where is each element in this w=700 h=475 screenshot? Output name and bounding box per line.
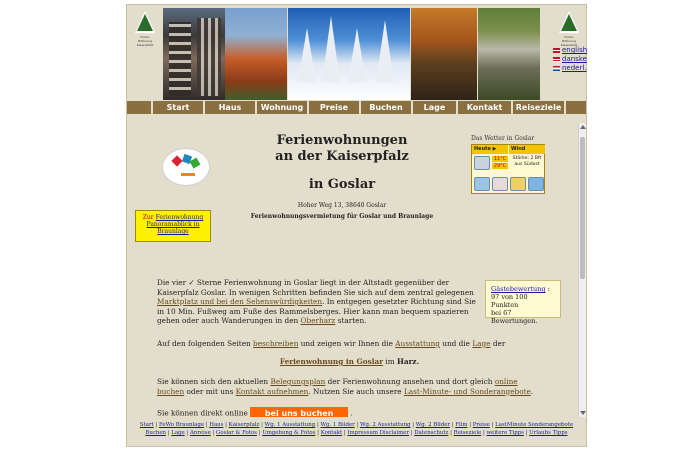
header	[127, 5, 586, 101]
intro-paragraph: Die vier ✓ Sterne Ferienwohnung in Goslar liegt in der Altstadt gegenüber der Kaiserpfalz Goslar. In wenigen Schritten befinden Sie sich auf dem zentral gelegenen Marktplatz und bei den Sehenswürdigkeiten. In entgegen gesetzter Richtung sind Sie in 10 Min. Fußweg am Fuße des Rammelsberges. Hier kann man bequem spazieren gehen oder auch Wanderungen in den Oberharz starten.	[157, 278, 476, 325]
weather-wind-label: Wind	[509, 145, 545, 154]
nav-haus[interactable]: Haus	[203, 101, 255, 114]
nav-start[interactable]: Start	[151, 101, 203, 114]
logo-right[interactable]	[551, 9, 587, 49]
wind-text: Stärke: 2 Bft aus Südost	[512, 156, 542, 167]
lang-english-label[interactable]: english	[562, 46, 588, 54]
pano-link[interactable]: Ferienwohnung Panoramablick in Braunlage	[146, 214, 204, 235]
footer-link[interactable]: Buchen	[145, 430, 167, 436]
rating-link[interactable]: Gästebewertung	[491, 285, 546, 293]
scrollbar[interactable]	[578, 123, 586, 417]
footer-link[interactable]: Reiseziele	[453, 430, 482, 436]
belegungsplan-link[interactable]: Belegungsplan	[270, 377, 326, 386]
scroll-down-icon[interactable]	[580, 411, 586, 415]
sun-icon	[510, 177, 526, 191]
rating-score: 97 von 100 Punkten	[491, 293, 528, 309]
footer-links	[127, 421, 586, 437]
thermometer-icon	[492, 177, 508, 191]
rating-box: Gästebewertung : 97 von 100 Punkten bei 67 Bewertungen.	[485, 280, 561, 318]
lastminute-link[interactable]: Last-Minute- und Sonderangebote	[403, 386, 531, 396]
footer-link[interactable]: Wg. 1 Ausstattung	[264, 422, 316, 428]
nav-preise[interactable]: Preise	[307, 101, 359, 114]
page-title-line2: an der Kaiserpfalz	[275, 149, 409, 164]
weather-widget[interactable]	[471, 135, 547, 194]
main-nav	[127, 101, 586, 114]
lage-link[interactable]: Lage	[472, 339, 491, 348]
nav-spacer	[564, 101, 586, 114]
cloud-sun-icon	[474, 156, 490, 170]
page-frame	[126, 4, 587, 447]
pano-prefix: Zur	[142, 214, 154, 221]
photo-waterfall	[478, 8, 540, 100]
book-now-button[interactable]: bei uns buchen	[250, 407, 348, 417]
globe-icon	[528, 177, 544, 191]
pages-paragraph: Auf den folgenden Seiten beschreiben und zeigen wir Ihnen die Ausstattung und die Lage der	[157, 339, 506, 348]
nav-lage[interactable]: Lage	[411, 101, 456, 114]
content-area	[127, 115, 578, 417]
footer-link[interactable]: Wg. 2 Bilder	[415, 422, 450, 428]
ferienwohnung-link[interactable]: Ferienwohnung in Goslar	[279, 357, 384, 366]
footer-link[interactable]: FeWo Braunlage	[158, 422, 205, 428]
kontakt-link[interactable]: Kontakt aufnehmen	[235, 386, 309, 396]
nav-wohnung[interactable]: Wohnung	[255, 101, 307, 114]
lang-english[interactable]	[553, 46, 587, 54]
tree-logo-icon	[559, 11, 579, 33]
tagline: Ferienwohnungsvermietung für Goslar und Braunlage	[250, 213, 434, 220]
rain-icon	[474, 177, 490, 191]
weather-title: Das Wetter in Goslar	[471, 135, 535, 142]
footer-link[interactable]: Urlaubs Tipps	[529, 430, 568, 436]
footer-link[interactable]: LastMinute Sonderangebote	[495, 422, 574, 428]
nav-spacer	[127, 101, 151, 114]
address: Hoher Weg 13, 38640 Goslar	[297, 202, 387, 209]
lang-dutch-label[interactable]: nederl.	[562, 64, 587, 72]
photo-goslar-houses	[163, 8, 225, 100]
footer-link[interactable]: Kontakt	[320, 430, 343, 436]
footer-link[interactable]: Datenschutz	[414, 430, 449, 436]
page-title-line3: in Goslar	[308, 177, 376, 192]
rating-count: bei 67 Bewertungen.	[491, 309, 538, 325]
footer-link[interactable]: Kaiserpfalz	[228, 422, 260, 428]
marktplatz-link[interactable]: Marktplatz und bei den Sehenswürdigkeiten	[157, 297, 323, 306]
nl-flag-icon	[553, 66, 560, 71]
apartment-heading: Ferienwohnung in Goslar im Harz.	[279, 357, 420, 366]
footer-link[interactable]: Anreise	[189, 430, 211, 436]
stars-badge-icon	[162, 148, 210, 186]
footer-link[interactable]: Lage	[171, 430, 185, 436]
footer-row-2: Buchen | Lage | Anreise | Goslar & Fotos | Umgebung & Fotos | Kontakt | Impressum Disclaimer | Datenschutz | Reiseziele | weitere Tipps | Urlaubs Tipps	[145, 430, 568, 436]
beschreiben-link[interactable]: beschreiben	[253, 339, 299, 348]
footer-link[interactable]: weitere Tipps	[486, 430, 524, 436]
scroll-up-icon[interactable]	[580, 125, 586, 129]
weather-today-label[interactable]: Heute ▶	[472, 145, 508, 154]
nav-reiseziele[interactable]: Reiseziele	[511, 101, 564, 114]
footer-link[interactable]: Umgebung & Fotos	[262, 430, 316, 436]
page-title-line1: Ferienwohnungen	[276, 133, 408, 148]
temp-low: 29°C	[493, 163, 507, 169]
photo-autumn-rocks	[225, 8, 287, 100]
temp-high: 11°C	[493, 156, 507, 162]
footer-link[interactable]: Haus	[209, 422, 224, 428]
lang-danish[interactable]	[553, 55, 587, 63]
uk-flag-icon	[553, 48, 560, 53]
logo-left[interactable]	[127, 9, 163, 49]
lang-danish-label[interactable]: danske	[562, 55, 587, 63]
footer-row-1: Start | FeWo Braunlage | Haus | Kaiserpfalz | Wg. 1 Ausstattung | Wg. 1 Bilder | Wg. 2 Ausstattung | Wg. 2 Bilder | Film | Preise | LastMinute Sonderangebote	[139, 422, 574, 428]
footer-link[interactable]: Wg. 2 Ausstattung	[359, 422, 411, 428]
photo-autumn-lake	[411, 8, 477, 100]
footer-link[interactable]: Goslar & Fotos	[216, 430, 257, 436]
ausstattung-link[interactable]: Ausstattung	[395, 339, 440, 348]
tree-logo-icon	[135, 11, 155, 33]
footer-link[interactable]: Preise	[472, 422, 490, 428]
oberharz-link[interactable]: Oberharz	[300, 316, 336, 325]
dk-flag-icon	[553, 57, 560, 62]
logo-left-text: Ferien Wohnung Kaiserpfalz	[136, 35, 154, 47]
panorama-box[interactable]	[135, 210, 211, 242]
footer-link[interactable]: Impressum Disclaimer	[347, 430, 410, 436]
footer-link[interactable]: Wg. 1 Bilder	[320, 422, 355, 428]
nav-buchen[interactable]: Buchen	[359, 101, 411, 114]
footer-link[interactable]: Start	[139, 422, 154, 428]
booking-paragraph: Sie können sich den aktuellen Belegungsplan der Ferienwohnung ansehen und dort gleich online buchen oder mit uns Kontakt aufnehmen. Nutzen Sie auch unsere Last-Minute- und Sonderangebote.	[157, 377, 534, 396]
online-buchen-link[interactable]: online buchen	[157, 377, 518, 396]
direct-booking-line: Sie können direkt online bei uns buchen .	[157, 407, 542, 417]
logo-right-text: Ferien Wohnung Kaiserpfalz	[560, 35, 578, 47]
footer-link[interactable]: Film	[455, 422, 468, 428]
scrollbar-thumb[interactable]	[580, 137, 585, 279]
lang-dutch[interactable]	[553, 64, 587, 72]
nav-kontakt[interactable]: Kontakt	[456, 101, 511, 114]
photo-winter-forest	[288, 8, 410, 100]
